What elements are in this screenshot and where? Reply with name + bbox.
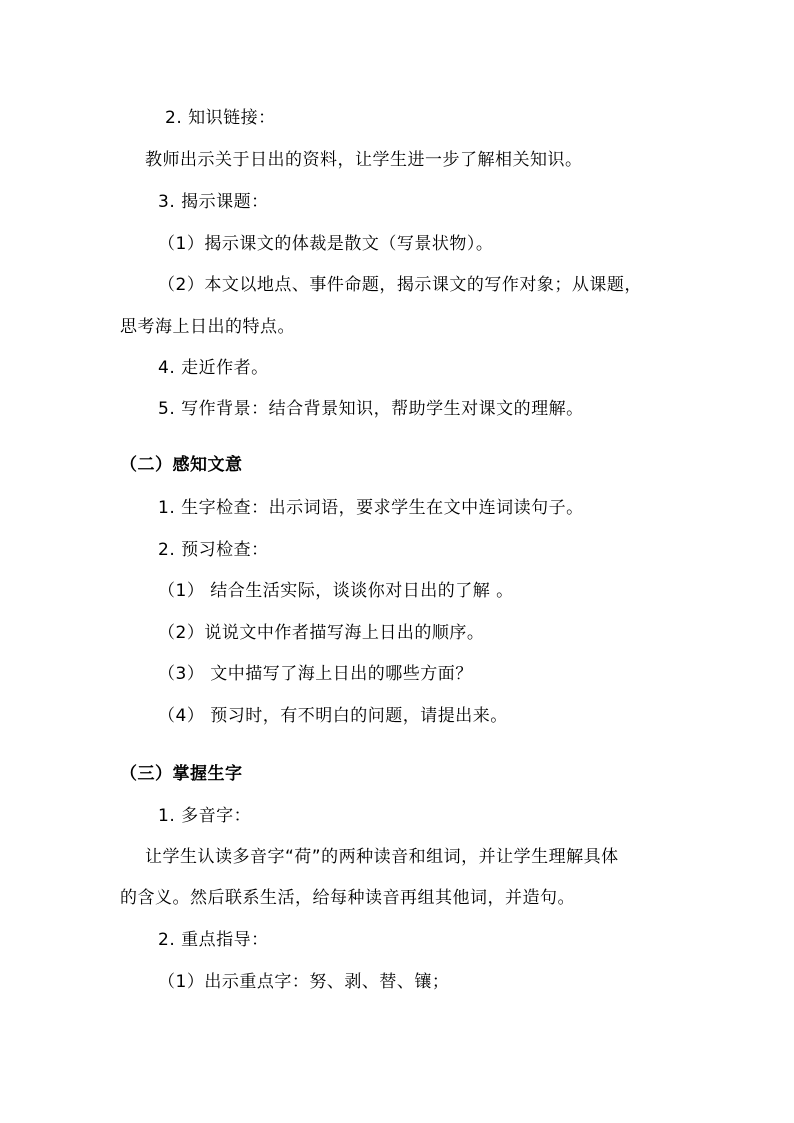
paragraph-polyphone-line-2: 的含义。然后联系生活，给每种读音再组其他词，并造句。 bbox=[120, 888, 575, 908]
item-polyphones: 1. 多音字： bbox=[158, 806, 252, 826]
item-character-check: 1. 生字检查：出示词语，要求学生在文中连词读句子。 bbox=[158, 498, 584, 518]
subitem-life-experience: （1） 结合生活实际，谈谈你对日出的了解 。 bbox=[158, 581, 514, 601]
section-heading-perception: （二）感知文意 bbox=[120, 455, 243, 475]
item-author: 4. 走近作者。 bbox=[158, 358, 269, 378]
subitem-topic-line-1: （2）本文以地点、事件命题，揭示课文的写作对象；从课题， bbox=[158, 275, 642, 295]
item-preview-check: 2. 预习检查： bbox=[158, 540, 269, 560]
subitem-aspects: （3） 文中描写了海上日出的哪些方面？ bbox=[158, 664, 473, 684]
subitem-questions: （4） 预习时，有不明白的问题，请提出来。 bbox=[158, 706, 508, 726]
subitem-topic-line-2: 思考海上日出的特点。 bbox=[120, 317, 295, 337]
paragraph-polyphone-line-1: 让学生认读多音字“荷”的两种读音和组词，并让学生理解具体 bbox=[145, 847, 619, 867]
item-background: 5. 写作背景：结合背景知识，帮助学生对课文的理解。 bbox=[158, 399, 584, 419]
item-reveal-title: 3. 揭示课题： bbox=[158, 192, 269, 212]
subitem-genre: （1）揭示课文的体裁是散文（写景状物）。 bbox=[158, 234, 494, 254]
section-heading-characters: （三）掌握生字 bbox=[120, 764, 243, 784]
paragraph-teacher-materials: 教师出示关于日出的资料，让学生进一步了解相关知识。 bbox=[145, 150, 583, 170]
item-knowledge-link: 2. 知识链接： bbox=[165, 108, 276, 128]
item-key-guidance: 2. 重点指导： bbox=[158, 930, 269, 950]
subitem-key-characters: （1）出示重点字：努、剥、替、镶； bbox=[158, 972, 450, 992]
subitem-order: （2）说说文中作者描写海上日出的顺序。 bbox=[158, 623, 485, 643]
